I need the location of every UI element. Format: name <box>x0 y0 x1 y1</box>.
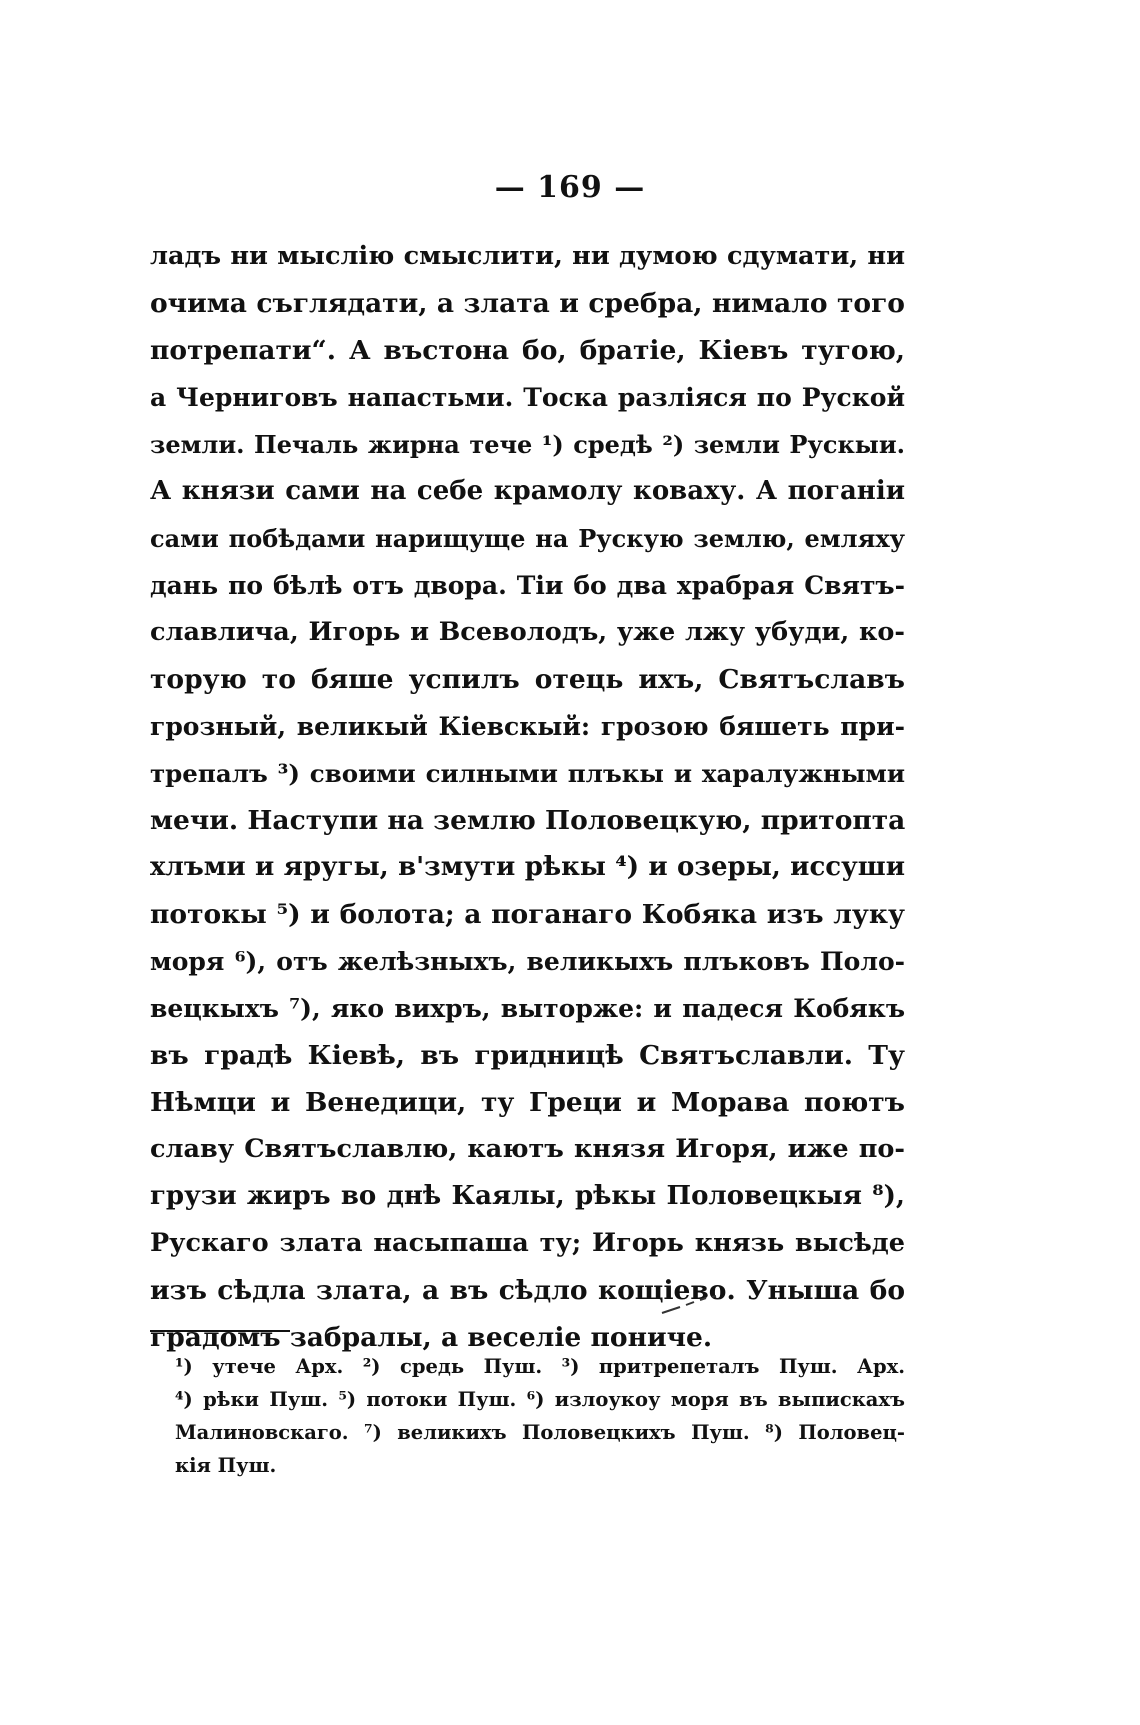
footnote-line: ⁴) рѣки Пуш. ⁵) потоки Пуш. ⁶) излоукоу моря въ выпискахъ <box>175 1388 905 1411</box>
text-line: дань по бѣлѣ отъ двора. Тіи бо два храбрая Святъ- <box>150 571 905 600</box>
footnote-line: ¹) утече Арх. ²) средь Пуш. ³) притрепеталъ Пуш. Арх. <box>175 1355 905 1378</box>
text-line: славлича, Игорь и Всеволодъ, уже лжу убуди, ко- <box>150 617 905 647</box>
text-line: а Черниговъ напастьми. Тоска разліяся по Руской <box>150 383 905 412</box>
text-line: трепалъ ³) своими силными плъкы и харалужными <box>150 759 905 788</box>
footnote-divider <box>150 1330 290 1332</box>
page-number: — 169 — <box>494 170 646 205</box>
text-line: вецкыхъ ⁷), яко вихръ, выторже: и падеся Кобякъ <box>150 994 905 1023</box>
text-line: моря ⁶), отъ желѣзныхъ, великыхъ плъковъ Поло- <box>150 947 905 976</box>
text-line: ладъ ни мыслію смыслити, ни думою сдумати, ни <box>150 241 905 271</box>
text-line: потрепати“. А въстона бо, братіе, Кіевъ тугою, <box>150 335 905 366</box>
text-line: земли. Печаль жирна тече ¹) средѣ ²) земли Рускыи. <box>150 430 905 459</box>
text-line: Нѣмци и Венедици, ту Греци и Морава поютъ <box>150 1087 905 1118</box>
pencil-mark <box>660 1295 720 1315</box>
body-text <box>150 233 905 1361</box>
text-line: торую то бяше успилъ отець ихъ, Святъславъ <box>150 664 905 695</box>
text-line: А князи сами на себе крамолу коваху. А поганіи <box>150 476 905 506</box>
text-line: сами побѣдами нарищуще на Рускую землю, емляху <box>150 524 905 553</box>
footnote-line: Малиновскаго. ⁷) великихъ Половецкихъ Пуш. ⁸) Половец- <box>175 1421 905 1444</box>
text-line: грозный, великый Кіевскый: грозою бяшеть при- <box>150 712 905 741</box>
text-line: мечи. Наступи на землю Половецкую, притопта <box>150 805 906 836</box>
text-line: изъ сѣдла злата, а въ сѣдло кощіево. Уныша бо <box>150 1275 905 1306</box>
text-line: Рускаго злата насыпаша ту; Игорь князь высѣде <box>150 1228 905 1258</box>
footnote-line: кія Пуш. <box>175 1454 277 1477</box>
text-line: очима съглядати, а злата и сребра, нимало того <box>150 288 905 319</box>
text-line: грузи жиръ во днѣ Каялы, рѣкы Половецкыя ⁸), <box>150 1181 905 1211</box>
text-line: хлъми и яругы, в'змути рѣкы ⁴) и озеры, иссуши <box>150 852 905 882</box>
footnotes <box>175 1350 905 1482</box>
text-line: въ градѣ Кіевѣ, въ гридницѣ Святъславли. Ту <box>150 1040 905 1071</box>
text-line: потокы ⁵) и болота; а поганаго Кобяка изъ луку <box>150 899 905 930</box>
text-line: градомъ забралы, а веселіе пониче. <box>150 1322 713 1353</box>
text-line: славу Святъславлю, каютъ князя Игоря, иже по- <box>150 1134 905 1164</box>
